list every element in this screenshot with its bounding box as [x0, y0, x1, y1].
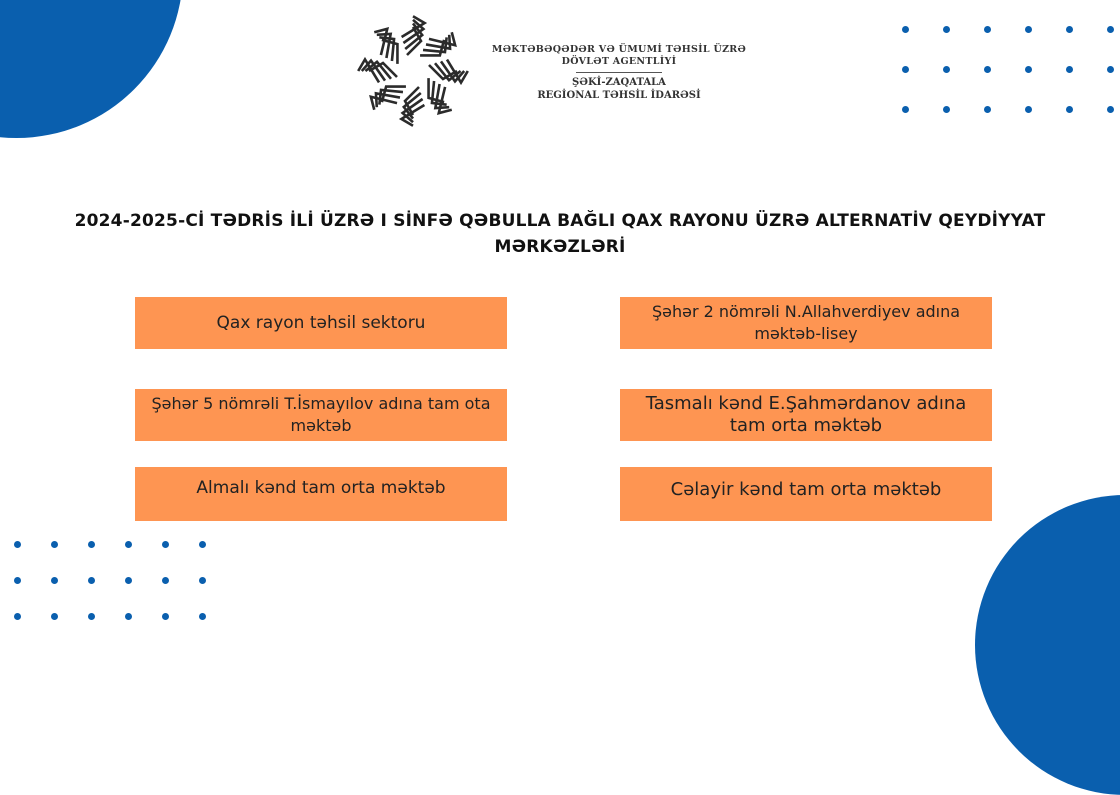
decorative-dot: [984, 26, 991, 33]
decorative-dot: [1066, 106, 1073, 113]
agency-line-1: MƏKTƏBƏQƏDƏR VƏ ÜMUMİ TƏHSİL ÜZRƏ: [491, 44, 747, 55]
decorative-dot: [943, 26, 950, 33]
decorative-dot: [51, 541, 58, 548]
center-box: [620, 297, 992, 349]
decorative-dot: [1107, 106, 1114, 113]
decorative-dot: [125, 613, 132, 620]
region-line-1: ŞƏKİ-ZAQATALA: [572, 77, 666, 88]
decorative-dot: [902, 26, 909, 33]
center-label: Şəhər 5 nömrəli T.İsmayılov adına tam ota məktəb: [151, 394, 491, 435]
decorative-dot: [1025, 26, 1032, 33]
decorative-circle-top-left: [0, 0, 183, 138]
agency-line-2: DÖVLƏT AGENTLİYİ: [561, 56, 677, 67]
decorative-dot: [162, 541, 169, 548]
decorative-dot: [984, 66, 991, 73]
decorative-dot: [162, 613, 169, 620]
decorative-dot: [1066, 26, 1073, 33]
decorative-circle-bottom-right: [975, 495, 1120, 795]
decorative-dot: [88, 613, 95, 620]
decorative-dot: [51, 613, 58, 620]
region-line-2: REGİONAL TƏHSİL İDARƏSİ: [537, 90, 701, 101]
decorative-dot: [88, 541, 95, 548]
decorative-dot: [902, 66, 909, 73]
decorative-dot: [199, 613, 206, 620]
emblem-petal: [401, 87, 424, 126]
decorative-dot: [199, 577, 206, 584]
page-title-line-2: MƏRKƏZLƏRİ: [494, 237, 626, 257]
page-title: [60, 208, 1060, 260]
decorative-dot: [943, 106, 950, 113]
decorative-dot: [1107, 66, 1114, 73]
agency-emblem-icon: [347, 5, 479, 137]
center-label: Almalı kənd tam orta məktəb: [196, 478, 446, 498]
agency-name-block: [488, 44, 750, 102]
center-label: Tasmalı kənd E.Şahmərdanov adına tam orta məktəb: [645, 393, 967, 436]
center-box: [620, 467, 992, 521]
emblem-petal: [358, 59, 397, 82]
decorative-dot: [14, 577, 21, 584]
page-title-line-1: 2024-2025-Cİ TƏDRİS İLİ ÜZRƏ I SİNFƏ QƏBULLA BAĞLI QAX RAYONU ÜZRƏ ALTERNATİV QEYDİYYAT: [74, 211, 1046, 231]
center-label: Şəhər 2 nömrəli N.Allahverdiyev adına məktəb-lisey: [651, 302, 961, 343]
decorative-dot: [943, 66, 950, 73]
decorative-dot: [14, 613, 21, 620]
decorative-dot: [162, 577, 169, 584]
emblem-petal: [429, 60, 468, 83]
center-box: [135, 297, 507, 349]
decorative-dot: [14, 541, 21, 548]
center-box: [135, 467, 507, 521]
decorative-dot: [1107, 26, 1114, 33]
decorative-dot: [199, 541, 206, 548]
agency-divider: [576, 72, 662, 73]
decorative-dot: [51, 577, 58, 584]
decorative-dot: [88, 577, 95, 584]
emblem-petal: [402, 16, 425, 55]
decorative-dot: [902, 106, 909, 113]
center-label: Qax rayon təhsil sektoru: [216, 313, 426, 333]
decorative-dot: [984, 106, 991, 113]
decorative-dot: [1066, 66, 1073, 73]
decorative-dot: [1025, 66, 1032, 73]
center-box: [135, 389, 507, 441]
decorative-dot: [125, 577, 132, 584]
decorative-dot: [1025, 106, 1032, 113]
decorative-dot: [125, 541, 132, 548]
center-box: [620, 389, 992, 441]
center-label: Cəlayir kənd tam orta məktəb: [670, 479, 942, 500]
